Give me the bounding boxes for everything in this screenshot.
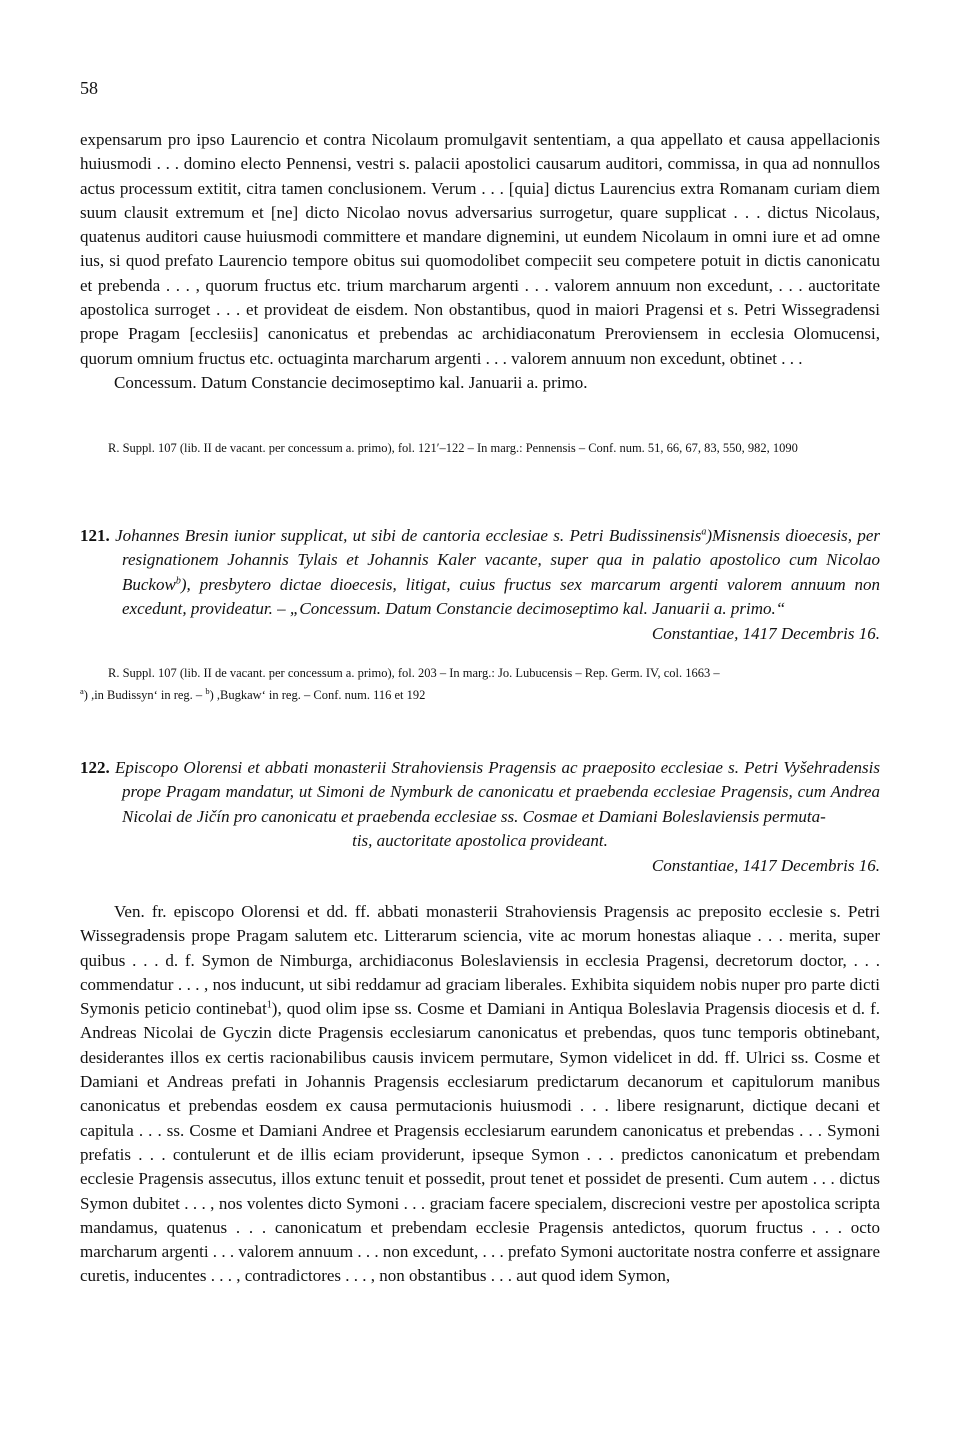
- footnote-marker-b: b: [205, 685, 210, 696]
- apparatus-footnote-text: ) ,in Budissyn‘ in reg. –: [83, 688, 203, 702]
- entry-number: 122.: [80, 758, 110, 777]
- previous-entry-concessum: Concessum. Datum Constancie decimoseptimo kal. Januarii a. primo.: [114, 372, 588, 392]
- entry-121-apparatus: [80, 662, 880, 706]
- apparatus-footnotes: [80, 684, 880, 706]
- entry-122-body: [80, 900, 880, 1289]
- regest-text: Episcopo Olorensi et abbati monasterii Strahoviensis Pragensis ac praeposito ecclesiae s. Petri Vyšehradensis prope Pragam mandatur, ut Simoni de Nymburk de canonicatu et praebenda ecclesiae Pragensis, cum Andrea Nicolai de Jičín pro canonicatu et praebenda ecclesiae ss. Cosmae et Damiani Boleslaviensis permuta-: [114, 758, 881, 826]
- regest-text-part: )Misnensis dioecesis, per resignationem Johannis Tylais et Johannis Kaler vacante, super qua in palatio apostolico cum Nicolao Buckow: [122, 526, 881, 594]
- regest-last-line: tis, auctoritate apostolica provideant.: [352, 831, 608, 851]
- entry-121-regest: [80, 524, 880, 646]
- footnote-marker-1: 1: [266, 999, 272, 1011]
- entry-122-dateline: Constantiae, 1417 Decembris 16.: [651, 855, 880, 875]
- entry-number: 121.: [80, 526, 110, 545]
- previous-entry-apparatus: [80, 437, 880, 459]
- regest-text-part: ), presbytero dictae dioecesis, litigat, cuius fructus sex marcarum argenti valorem annuum non excedunt, provideatur. – „Concessum. Datum Constancie decimoseptimo kal. Januarii a. primo.“: [122, 574, 880, 619]
- body-text-part: ), quod olim ipse ss. Cosme et Damiani in Antiqua Boleslavia Pragensis diocesis et d. f. Andreas Nicolai de Gyczin dicte Pragensis ecclesiarum canonicatus et prebendas, quos tunc temporis obtinebant, desiderantes illos ex certis racionabilibus causis invicem permutare, Symon videlicet in dd. ff. Ulrici ss. Cosme et Damiani et Andreas prefati in Johannis Pragensis ecclesiarum predictarum decanorum et capitulorum manibus canonicatus et prebendas eosdem ex causa permutacionis huiusmodi . . . libere resignarunt, dictique decani et capitula . . . ss. Cosme et Damiani Andree et Pragensis ecclesiarum earundem canonicatus et prebendas . . . Symoni prefatis . . . contulerunt et de illis eciam providerunt, ipseque Symon . . . predictos canonicatum et prebendam ecclesie Pragensis assecutus, illos extunc tenuit et possedit, prout tenet et possidet de presenti. Cum autem . . . dictus Symon dubitet . . . , nos volentes dicto Symoni . . . graciam facere specialem, discrecioni vestre per apostolica scripta mandamus, quatenus . . . canonicatum et prebendam ecclesie Pragensis antedictos, quorum fructus . . . octo marcharum argenti . . . valorem annuum . . . non excedunt, . . . prefato Symoni auctoritate nostra conferre et assignare curetis, inducentes . . . , contradictores . . . , non obstantibus . . . aut quod idem Symon,: [80, 999, 880, 1286]
- body-text-part: Ven. fr. episcopo Olorensi et dd. ff. abbati monasterii Strahoviensis Pragensis ac preposito ecclesie s. Petri Wissegradensis prope Pragam salutem etc. Litterarum sciencia, vite ac morum honestas aliaque . . . merita, super quibus . . . d. f. Symon de Nimburga, archidiaconus Boleslaviensis in ecclesia Pragensi, decretorum doctor, . . . commendatur . . . , nos inducunt, ut sibi reddamur ad graciam liberales. Exhibita siquidem nobis nuper pro parte dicti Symonis peticio continebat: [80, 902, 880, 1019]
- apparatus-line: R. Suppl. 107 (lib. II de vacant. per concessum a. primo), fol. 203 – In marg.: Jo. Lubucensis – Rep. Germ. IV, col. 1663 –: [108, 666, 720, 680]
- entry-122-regest: [80, 756, 880, 878]
- footnote-marker-a: a: [80, 685, 84, 696]
- entry-121-dateline: Constantiae, 1417 Decembris 16.: [651, 623, 880, 643]
- page-number: 58: [80, 78, 98, 98]
- apparatus-text: R. Suppl. 107 (lib. II de vacant. per concessum a. primo), fol. 121′–122 – In marg.: Pennensis – Conf. num. 51, 66, 67, 83, 550, 982, 1090: [108, 441, 798, 455]
- entry-122-text: [80, 900, 880, 1289]
- footnote-marker-a: a: [701, 526, 707, 538]
- previous-entry-body: expensarum pro ipso Laurencio et contra Nicolaum promulgavit sententiam, a qua appellato et causa appellacionis huiusmodi . . . domino electo Pennensi, vestri s. palacii apostolici causarum auditori, commissa, in qua ad nonnullos actus processum extitit, citra tamen conclusionem. Verum . . . [quia] dictus Laurencius extra Romanam curiam diem suum clausit extremum et [ne] dicto Nicolao novus adversarius surrogetur, quare supplicat . . . dictus Nicolaus, quatenus auditori cause huiusmodi committere et mandare dignemini, ut eundem Nicolaum in omni iure et ad omne ius, si quod prefato Laurencio tempore obitus sui quomodolibet compeciit seu competere potuit in dictis canonicatu et prebenda . . . , quorum fructus etc. trium marcharum argenti . . . valorem annuum non excedunt, . . . auctoritate apostolica surroget . . . et provideat de eisdem. Non obstantibus, quod in maiori Pragensi et s. Petri Wissegradensi prope Pragam [ecclesiis] canonicatus et prebendas ac archidiaconatum Preroviensem in ecclesia Olomucensi, quorum omnium fructus etc. octuaginta marcharum argenti . . . valorem annuum non excedunt, obtinet . . .: [80, 130, 880, 368]
- regest-text-part: Johannes Bresin iunior supplicat, ut sibi de cantoria ecclesiae s. Petri Budissinensis: [115, 526, 702, 545]
- footnote-marker-b: b: [175, 575, 181, 587]
- apparatus-footnote-text: ) ,Bugkaw‘ in reg. – Conf. num. 116 et 192: [209, 688, 426, 702]
- previous-entry-text: [80, 128, 880, 395]
